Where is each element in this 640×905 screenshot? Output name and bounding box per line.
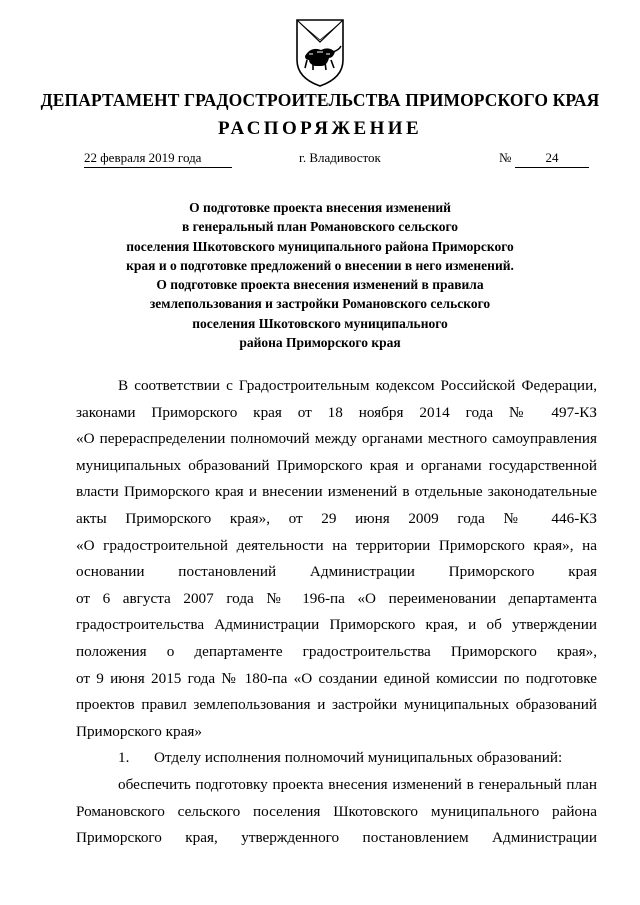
body-line: положения о департаменте градостроительства Приморского края»,	[76, 642, 597, 660]
document-city: г. Владивосток	[299, 150, 381, 165]
item-1	[76, 745, 597, 772]
title-line: в генеральный план Романовского сельского	[181, 219, 459, 235]
organization-name: ДЕПАРТАМЕНТ ГРАДОСТРОИТЕЛЬСТВА ПРИМОРСКОГО КРАЯ	[40, 90, 600, 110]
title-line: О подготовке проекта внесения изменений	[189, 200, 451, 215]
item-1-text: Отделу исполнения полномочий муниципальных образований:	[154, 749, 563, 767]
body-line: муниципальных образований Приморского края и органами государственной	[76, 456, 597, 474]
document-type: РАСПОРЯЖЕНИЕ	[217, 118, 423, 139]
title-line: поселения Шкотовского муниципального района Приморского	[126, 238, 514, 254]
document-date: 22 февраля 2019 года	[84, 150, 232, 168]
title-line: района Приморского края	[239, 335, 401, 351]
title-line: землепользования и застройки Романовского сельского	[149, 296, 491, 312]
body-line: от 9 июня 2015 года № 180-па «О создании единой комиссии по подготовке	[76, 669, 597, 687]
title-line: края и о подготовке предложений о внесении в него изменений.	[126, 257, 514, 273]
document-number-label: №	[499, 150, 512, 165]
document-body	[76, 373, 597, 852]
body-line: Приморского края, утвержденного постановлением Администрации	[76, 829, 597, 847]
document-number: 24	[515, 150, 589, 168]
title-line: О подготовке проекта внесения изменений в правила	[156, 277, 484, 293]
document-title	[60, 198, 580, 352]
title-line: поселения Шкотовского муниципального	[192, 315, 448, 331]
body-line: акты Приморского края», от 29 июня 2009 года № 446-КЗ	[76, 509, 597, 527]
body-line: Приморского края»	[76, 722, 202, 740]
coat-of-arms-emblem	[293, 16, 347, 90]
body-line: Романовского сельского поселения Шкотовского муниципального района	[76, 802, 597, 820]
body-line: «О градостроительной деятельности на территории Приморского края», на	[76, 536, 597, 554]
body-line: В соответствии с Градостроительным кодексом Российской Федерации,	[118, 377, 597, 394]
body-line: обеспечить подготовку проекта внесения изменений в генеральный план	[118, 775, 597, 793]
body-line: градостроительства Администрации Приморского края, и об утверждении	[76, 616, 597, 634]
body-line: «О перераспределении полномочий между органами местного самоуправления	[76, 430, 597, 448]
body-line: власти Приморского края и внесении изменений в отдельные законодательные	[76, 483, 597, 501]
body-line: от 6 августа 2007 года № 196-па «О переименовании департамента	[76, 589, 597, 607]
body-line: проектов правил землепользования и застройки муниципальных образований	[76, 696, 597, 714]
body-line: основании постановлений Администрации Приморского края	[76, 563, 597, 581]
item-1-number: 1.	[118, 749, 130, 767]
body-line: законами Приморского края от 18 ноября 2014 года № 497-КЗ	[76, 403, 597, 421]
